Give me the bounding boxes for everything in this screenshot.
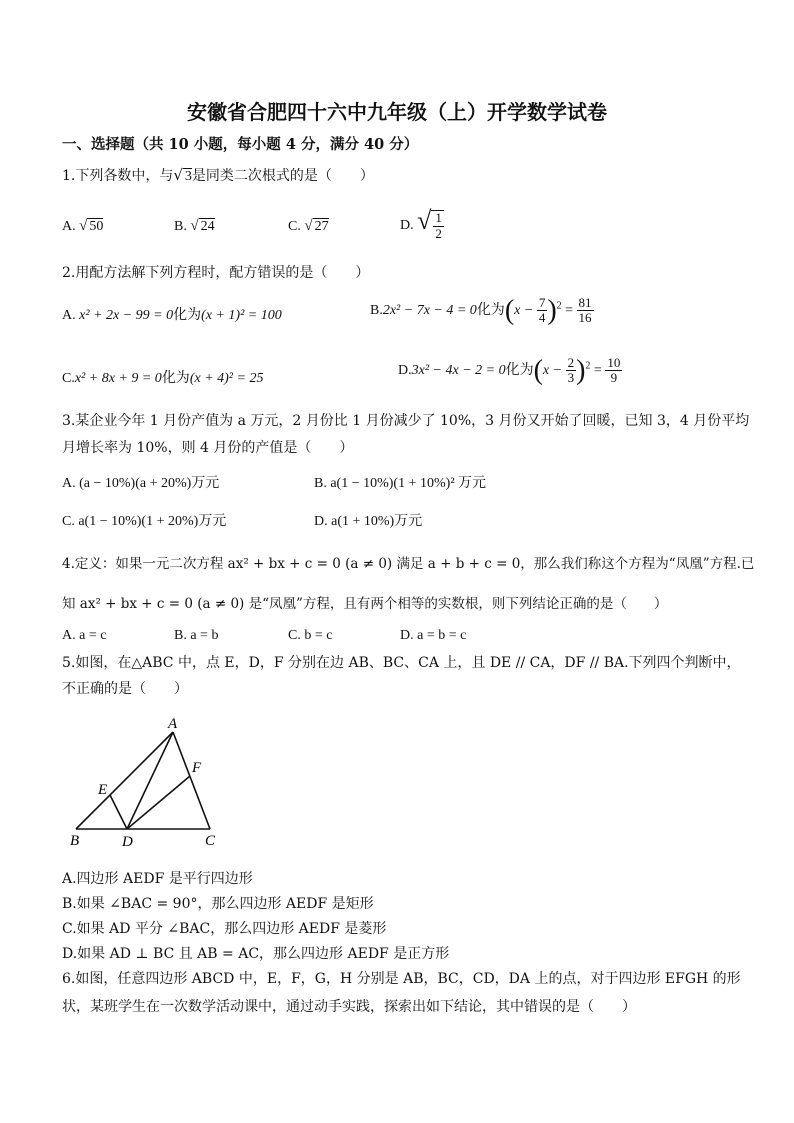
triangle-figure xyxy=(60,712,240,852)
q1-option-b: B. √ 24 xyxy=(174,218,215,234)
point-label-d: D xyxy=(122,834,133,850)
q1-option-a: A. √ 50 xyxy=(62,218,104,234)
q5-option-b: B.如果 ∠BAC = 90°，那么四边形 AEDF 是矩形 xyxy=(62,896,374,912)
q3-option-a: A. (a − 10%)(a + 20%)万元 xyxy=(62,476,220,491)
question-1-stem: 1.下列各数中，与√ 3是同类二次根式的是（ ） xyxy=(62,166,374,184)
question-6-line2: 状，某班学生在一次数学活动课中，通过动手实践，探索出如下结论，其中错误的是（ ） xyxy=(62,999,636,1015)
question-5-line1: 5.如图，在△ABC 中，点 E，D，F 分别在边 AB、BC、CA 上，且 DE // CA，DF // BA.下列四个判断中， xyxy=(62,655,741,671)
q2-option-a: A. x² + 2x − 99 = 0化为(x + 1)² = 100 xyxy=(62,308,282,323)
q4-option-a: A. a = c xyxy=(62,628,107,643)
vertex-label-a: A xyxy=(168,716,178,732)
q2-option-c: C.x² + 8x + 9 = 0化为(x + 4)² = 25 xyxy=(62,371,264,386)
section-heading: 一、选择题（共 10 小题，每小题 4 分，满分 40 分） xyxy=(62,136,419,153)
question-2-stem: 2.用配方法解下列方程时，配方错误的是（ ） xyxy=(62,265,370,281)
question-3-line1: 3.某企业今年 1 月份产值为 a 万元，2 月份比 1 月份减少了 10%，3 月份又开始了回暖，已知 3，4 月份平均 xyxy=(62,413,750,429)
segment-df xyxy=(127,776,190,829)
question-4-line1: 4.定义：如果一元二次方程 ax² + bx + c = 0 (a ≠ 0) 满足 a + b + c = 0，那么我们称这个方程为“凤凰”方程.已 xyxy=(62,556,755,572)
question-3-line2: 月增长率为 10%，则 4 月份的产值是（ ） xyxy=(62,440,354,456)
question-5-line2: 不正确的是（ ） xyxy=(62,681,188,697)
q3-option-c: C. a(1 − 10%)(1 + 20%)万元 xyxy=(62,514,227,529)
point-label-e: E xyxy=(98,782,108,798)
question-4-line2: 知 ax² + bx + c = 0 (a ≠ 0) 是“凤凰”方程，且有两个相等的实数根，则下列结论正确的是（ ） xyxy=(62,596,668,612)
segment-ad xyxy=(127,732,173,829)
q3-option-d: D. a(1 + 10%)万元 xyxy=(314,514,423,529)
exam-title: 安徽省合肥四十六中九年级（上）开学数学试卷 xyxy=(187,100,607,124)
q2-option-b: B.2x² − 7x − 4 = 0化为(x − $\frac{7}{4}$ )$^2$ = $\frac{81}{16}$ xyxy=(370,294,592,326)
q4-option-c: C. b = c xyxy=(288,628,333,643)
q5-option-c: C.如果 AD 平分 ∠BAC，那么四边形 AEDF 是菱形 xyxy=(62,921,387,937)
segment-de xyxy=(110,795,127,829)
q2-option-d: D.3x² − 4x − 2 = 0化为(x − $\frac{2}{3}$ )$^2$ = $\frac{10}{9}$ xyxy=(398,354,621,386)
question-6-line1: 6.如图，任意四边形 ABCD 中，E，F，G，H 分别是 AB，BC，CD，DA 上的点，对于四边形 EFGH 的形 xyxy=(62,971,741,987)
q1-option-c: C. √ 27 xyxy=(288,218,329,234)
q5-option-a: A.四边形 AEDF 是平行四边形 xyxy=(62,871,253,887)
q1-option-d: D. √ $\frac{1}{2}$ xyxy=(400,206,442,241)
q5-option-d: D.如果 AD ⊥ BC 且 AB = AC，那么四边形 AEDF 是正方形 xyxy=(62,946,450,962)
vertex-label-b: B xyxy=(70,833,80,849)
q4-option-b: B. a = b xyxy=(174,628,219,643)
vertex-label-c: C xyxy=(205,833,216,849)
q3-option-b: B. a(1 − 10%)(1 + 10%)² 万元 xyxy=(314,476,487,491)
edge-ac xyxy=(173,732,210,829)
point-label-f: F xyxy=(192,760,202,776)
q4-option-d: D. a = b = c xyxy=(400,628,467,643)
edge-ab xyxy=(76,732,173,829)
